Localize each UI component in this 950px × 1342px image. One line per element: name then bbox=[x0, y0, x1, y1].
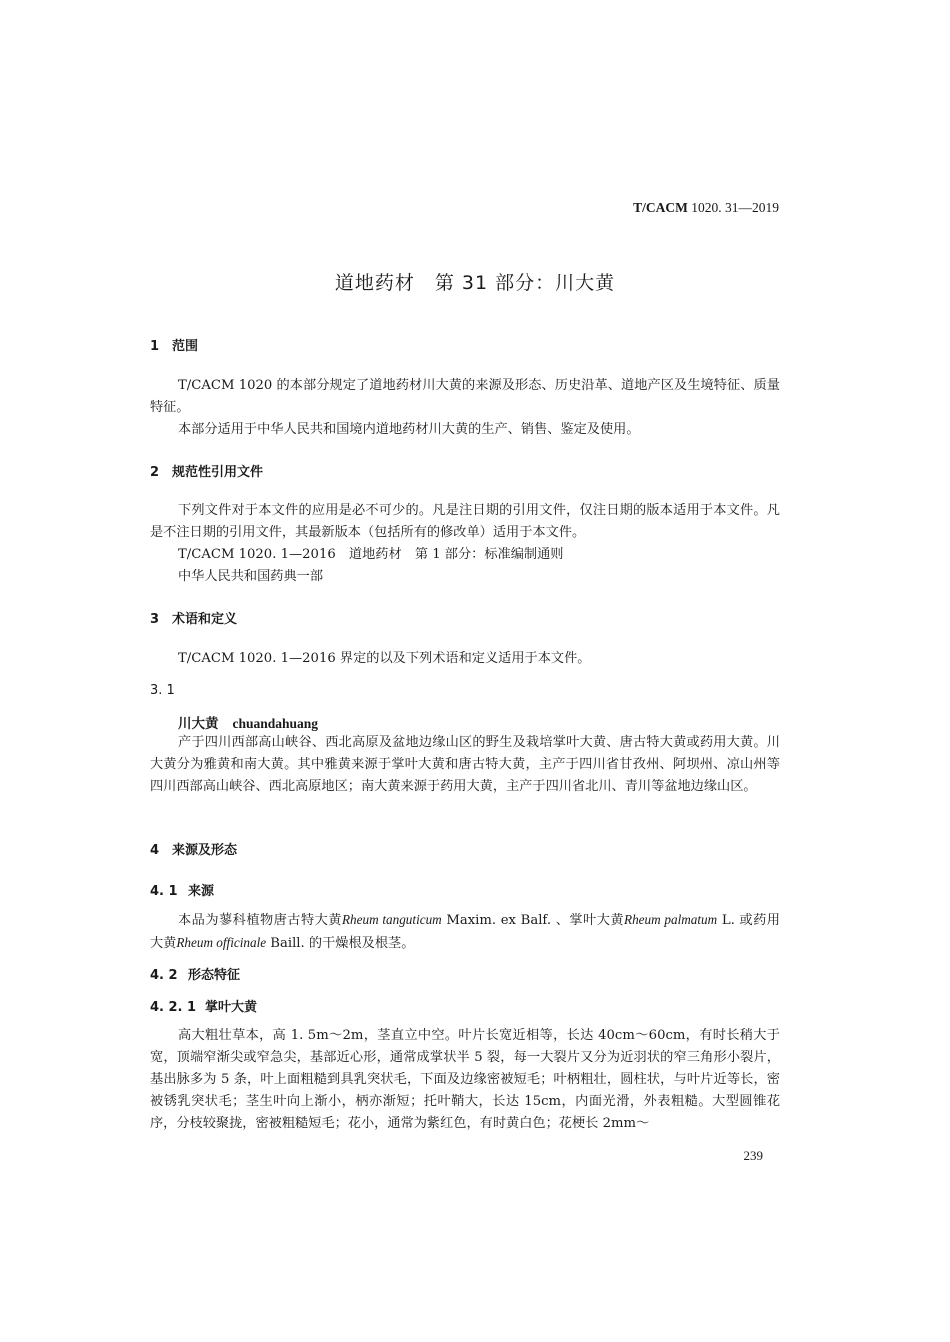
section-3-paragraph-1: T/CACM 1020. 1—2016 界定的以及下列术语和定义适用于本文件。 bbox=[178, 651, 591, 666]
document-title: 道地药材 第 31 部分：川大黄 bbox=[334, 272, 616, 294]
section-4-2-heading: 4. 2 形态特征 bbox=[150, 968, 241, 983]
species-palmatum: Rheum palmatum bbox=[624, 912, 718, 927]
section-3-heading: 3 术语和定义 bbox=[150, 612, 238, 627]
section-3-1-heading: 3. 1 bbox=[150, 683, 175, 698]
term-definition-text: 产于四川西部高山峡谷、西北高原及盆地边缘山区的野生及栽培掌叶大黄、唐古特大黄或药用大黄。川大黄分为雅黄和南大黄。其中雅黄来源于掌叶大黄和唐古特大黄，主产于四川省甘孜州、阿坝州、凉山州等四川西部高山峡谷、西北高原地区；南大黄来源于药用大黄，主产于四川省北川、青川等盆地边缘山区。 bbox=[150, 735, 780, 794]
morphology-text: 高大粗壮草本，高 1. 5m～2m，茎直立中空。叶片长宽近相等，长达 40cm～60cm，有时长稍大于宽，顶端窄渐尖或窄急尖，基部近心形，通常成掌状半 5 裂，每一大裂片又分为近羽状的窄三角形小裂片，基出脉多为 5 条，叶上面粗糙到具乳突状毛，下面及边缘密被短毛；叶柄粗壮，圆柱状，与叶片近等长，密被锈乳突状毛；茎生叶向上渐小，柄亦渐短；托叶鞘大，长达 15cm，内面光滑，外表粗糙。大型圆锥花序，分枝较聚拢，密被粗糙短毛；花小，通常为紫红色，有时黄白色；花梗长 2mm～ bbox=[150, 1028, 780, 1131]
section-1-paragraph-1: T/CACM 1020 的本部分规定了道地药材川大黄的来源及形态、历史沿革、道地产区及生境特征、质量特征。 bbox=[150, 378, 780, 415]
reference-2: 中华人民共和国药典一部 bbox=[178, 569, 324, 584]
section-2-paragraph-1: 下列文件对于本文件的应用是必不可少的。凡是注日期的引用文件，仅注日期的版本适用于本文件。凡是不注日期的引用文件，其最新版本（包括所有的修改单）适用于本文件。 bbox=[150, 503, 780, 540]
species-tanguticum: Rheum tanguticum bbox=[341, 912, 442, 927]
section-2-body bbox=[150, 500, 780, 544]
section-1-body bbox=[150, 375, 780, 441]
section-2-heading: 2 规范性引用文件 bbox=[150, 465, 264, 480]
source-paragraph bbox=[150, 909, 780, 955]
section-1-heading: 1 范围 bbox=[150, 339, 199, 354]
term-definition bbox=[150, 732, 780, 798]
morphology-paragraph bbox=[150, 1025, 780, 1135]
source-text: 本品为蓼科植物唐古特大黄Rheum tanguticum Maxim. ex Balf. 、掌叶大黄Rheum palmatum L. 或药用大黄Rheum officinale Baill. 的干燥根及根茎。 bbox=[150, 912, 780, 951]
section-4-2-1-heading: 4. 2. 1 掌叶大黄 bbox=[150, 1000, 258, 1015]
page-number: 239 bbox=[743, 1148, 763, 1163]
section-1-paragraph-2: 本部分适用于中华人民共和国境内道地药材川大黄的生产、销售、鉴定及使用。 bbox=[178, 422, 640, 437]
standard-code: T/CACM 1020. 31—2019 bbox=[633, 200, 779, 215]
species-officinale: Rheum officinale bbox=[176, 935, 267, 950]
reference-1: T/CACM 1020. 1—2016 道地药材 第 1 部分：标准编制通则 bbox=[178, 547, 564, 562]
section-4-heading: 4 来源及形态 bbox=[150, 843, 238, 858]
term-heading: 川大黄 chuandahuang bbox=[178, 716, 319, 732]
section-4-1-heading: 4. 1 来源 bbox=[150, 884, 215, 899]
